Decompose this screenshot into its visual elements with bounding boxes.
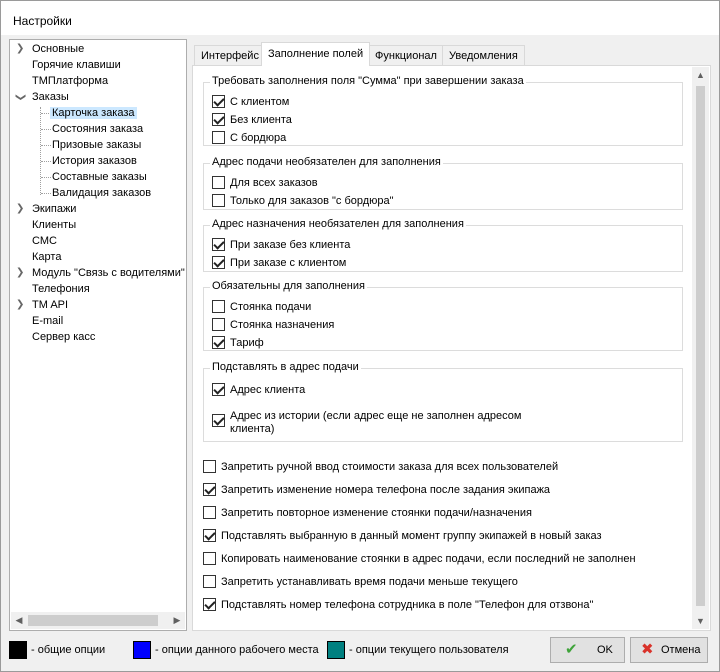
tree-item-tmplatform[interactable]: ТМПлатформа xyxy=(32,75,109,87)
tree-item-order-history[interactable]: История заказов xyxy=(52,155,137,167)
checkbox-box[interactable] xyxy=(203,529,216,542)
close-icon: ✖ xyxy=(641,641,654,658)
tree-item-order-validation[interactable]: Валидация заказов xyxy=(52,187,152,199)
legend-text-common: - общие опции xyxy=(31,644,106,656)
group-title: Обязательны для заполнения xyxy=(212,280,365,292)
tab-content-field-filling: Требовать заполнения поля "Сумма" при завершении заказа С клиентом Без клиента С бордюра Адрес подачи необязателен для заполнения Для всех заказов Только для заказов "с бордюра" Адрес назначения необязателен для заполнения При заказе без клиента При заказе с клиентом Обязательны для заполнения Стоянка подачи Стоянка назначения Тариф Подставлять в адрес подачи Адрес клиента Адрес из истории (если адрес еще не заполнен адресом клиента) Запретить ручной ввод стоимости заказа для всех пользователей Запретить изменение номера телефона после задания экипажа Запретить повторное изменение стоянки подачи/назначения Подставлять выбранную в данный момент группу экипажей в новый заказ Копировать наименование стоянки в адрес подачи, если последний не заполнен Запретить устанавливать время подачи меньше текущего Подставлять номер телефона сотрудника в поле "Телефон для отзвона" ▲ ▼ xyxy=(192,65,711,631)
checkbox-box[interactable] xyxy=(203,460,216,473)
group-destination-optional: Адрес назначения необязателен для заполнения При заказе без клиента При заказе с клиентом xyxy=(203,225,683,272)
group-title: Адрес назначения необязателен для заполнения xyxy=(212,218,464,230)
checkbox-box[interactable] xyxy=(203,552,216,565)
check-icon: ✔ xyxy=(565,641,578,658)
chevron-down-icon[interactable]: ❯ xyxy=(15,93,26,102)
tab-notifications[interactable]: Уведомления xyxy=(442,45,525,65)
checkbox-box[interactable] xyxy=(203,598,216,611)
checkbox-box[interactable] xyxy=(212,176,225,189)
chevron-right-icon[interactable]: ❯ xyxy=(16,203,25,214)
tree-connector xyxy=(41,193,51,194)
vertical-scrollbar[interactable] xyxy=(692,67,709,629)
group-substitute-pickup: Подставлять в адрес подачи Адрес клиента Адрес из истории (если адрес еще не заполнен адресом клиента) xyxy=(203,368,683,442)
scroll-right-icon[interactable]: ▶ xyxy=(173,615,181,625)
checkbox-box[interactable] xyxy=(212,95,225,108)
checkbox-box[interactable] xyxy=(203,506,216,519)
checkbox-box[interactable] xyxy=(212,194,225,207)
chevron-right-icon[interactable]: ❯ xyxy=(16,43,25,54)
title-bar xyxy=(1,1,719,35)
tab-field-filling[interactable]: Заполнение полей xyxy=(261,42,370,66)
checkbox-box[interactable] xyxy=(203,483,216,496)
tree-connector xyxy=(41,161,51,162)
window-title: Настройки xyxy=(13,14,72,28)
tree-item-order-card[interactable]: Карточка заказа xyxy=(52,107,135,119)
chevron-right-icon[interactable]: ❯ xyxy=(16,299,25,310)
tabs-area xyxy=(192,45,711,631)
group-title: Подставлять в адрес подачи xyxy=(212,361,359,373)
scroll-down-icon[interactable]: ▼ xyxy=(696,616,705,626)
checkbox-box[interactable] xyxy=(212,131,225,144)
tree-item-hotkeys[interactable]: Горячие клавиши xyxy=(32,59,121,71)
tree-horizontal-scrollbar[interactable] xyxy=(11,612,185,629)
checkbox-box[interactable] xyxy=(212,256,225,269)
ok-button[interactable]: ✔ OK xyxy=(550,637,625,663)
scrollbar-thumb[interactable] xyxy=(696,86,705,606)
checkbox-box[interactable] xyxy=(212,238,225,251)
checkbox-box[interactable] xyxy=(212,336,225,349)
checkbox-box[interactable] xyxy=(212,414,225,427)
chevron-right-icon[interactable]: ❯ xyxy=(16,267,25,278)
group-required-fields: Обязательны для заполнения Стоянка подачи Стоянка назначения Тариф xyxy=(203,287,683,351)
group-amount-required: Требовать заполнения поля "Сумма" при завершении заказа С клиентом Без клиента С бордюра xyxy=(203,82,683,146)
cancel-button[interactable]: ✖ Отмена xyxy=(630,637,708,663)
legend-text-user: - опции текущего пользователя xyxy=(349,644,509,656)
tree-connector xyxy=(41,129,51,130)
scrollbar-thumb[interactable] xyxy=(28,615,158,626)
checkbox-box[interactable] xyxy=(203,575,216,588)
tree-item-order-states[interactable]: Состояния заказа xyxy=(52,123,144,135)
tree-item-cash-server[interactable]: Сервер касс xyxy=(32,331,96,343)
checkbox-box[interactable] xyxy=(212,300,225,313)
legend-swatch-common xyxy=(9,641,27,659)
tree-connector xyxy=(41,177,51,178)
scroll-left-icon[interactable]: ◀ xyxy=(15,615,23,625)
legend-text-workplace: - опции данного рабочего места xyxy=(155,644,319,656)
tree-item-clients[interactable]: Клиенты xyxy=(32,219,77,231)
tab-functional[interactable]: Функционал xyxy=(368,45,444,65)
tree-item-prize-orders[interactable]: Призовые заказы xyxy=(52,139,142,151)
group-pickup-optional: Адрес подачи необязателен для заполнения Для всех заказов Только для заказов "с бордюра" xyxy=(203,163,683,210)
legend-swatch-user xyxy=(327,641,345,659)
settings-tree[interactable]: ❯ Основные Горячие клавиши ТМПлатформа ❯ Заказы Карточка заказа Состояния заказа Призовые заказы История заказов Составные заказы Валидация заказов ❯ Экипажи Клиенты СМС Карта ❯ Модуль "Связь с водителями" Телефония ❯ TM API E-mail Сервер касс ◀ ▶ xyxy=(9,39,187,631)
tree-item-email[interactable]: E-mail xyxy=(32,315,64,327)
tree-item-map[interactable]: Карта xyxy=(32,251,62,263)
scroll-up-icon[interactable]: ▲ xyxy=(696,70,705,80)
group-title: Адрес подачи необязателен для заполнения xyxy=(212,156,441,168)
tree-connector xyxy=(40,107,41,195)
group-title: Требовать заполнения поля "Сумма" при завершении заказа xyxy=(212,75,524,87)
tree-item-sms[interactable]: СМС xyxy=(32,235,57,247)
checkbox-box[interactable] xyxy=(212,113,225,126)
tree-item-composite-orders[interactable]: Составные заказы xyxy=(52,171,147,183)
tree-connector xyxy=(41,145,51,146)
tree-item-telephony[interactable]: Телефония xyxy=(32,283,90,295)
checkbox-box[interactable] xyxy=(212,383,225,396)
checkbox-box[interactable] xyxy=(212,318,225,331)
legend-swatch-workplace xyxy=(133,641,151,659)
tab-interface[interactable]: Интерфейс xyxy=(194,45,266,65)
